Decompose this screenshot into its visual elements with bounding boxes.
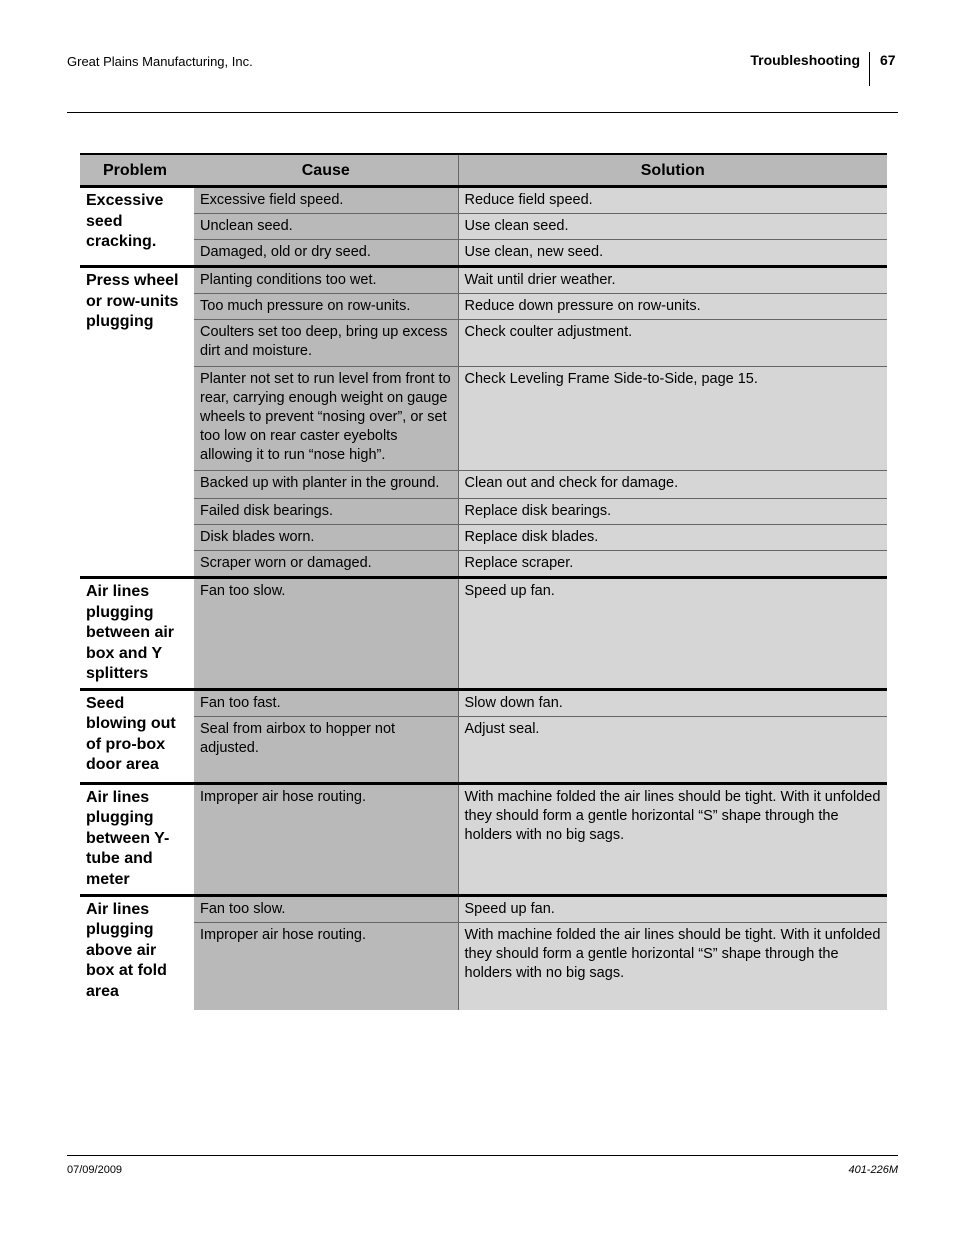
cause-cell: Disk blades worn.	[194, 525, 458, 551]
solution-cell: Use clean seed.	[458, 214, 887, 240]
table-row	[80, 367, 887, 471]
header-solution: Solution	[458, 154, 887, 187]
solution-cell: Replace scraper.	[458, 551, 887, 578]
cause-cell: Too much pressure on row-units.	[194, 294, 458, 320]
solution-cell: Reduce down pressure on row-units.	[458, 294, 887, 320]
cause-cell: Planting conditions too wet.	[194, 267, 458, 294]
table-body	[80, 187, 887, 1011]
section-title: Troubleshooting	[750, 52, 860, 68]
table-row	[80, 922, 887, 1010]
table-row	[80, 320, 887, 367]
problem-cell: Air lines plugging above air box at fold area	[80, 895, 194, 1010]
cause-cell: Backed up with planter in the ground.	[194, 471, 458, 499]
solution-cell: Reduce field speed.	[458, 187, 887, 214]
problem-cell: Excessive seed cracking.	[80, 187, 194, 267]
footer-date: 07/09/2009	[67, 1164, 123, 1176]
table-row	[80, 214, 887, 240]
solution-cell: Check Leveling Frame Side-to-Side, page 15.	[458, 367, 887, 471]
table-header-row	[80, 154, 887, 187]
table-row	[80, 267, 887, 294]
table-row	[80, 499, 887, 525]
company-name: Great Plains Manufacturing, Inc.	[67, 54, 253, 69]
cause-cell: Unclean seed.	[194, 214, 458, 240]
problem-cell: Press wheel or row-units plugging	[80, 267, 194, 578]
cause-cell: Fan too slow.	[194, 895, 458, 922]
cause-cell: Damaged, old or dry seed.	[194, 240, 458, 267]
problem-cell: Air lines plugging between Y-tube and meter	[80, 783, 194, 895]
table-row	[80, 471, 887, 499]
cause-cell: Improper air hose routing.	[194, 783, 458, 895]
header-problem: Problem	[80, 154, 194, 187]
problem-cell: Air lines plugging between air box and Y splitters	[80, 578, 194, 690]
cause-cell: Scraper worn or damaged.	[194, 551, 458, 578]
solution-cell: Replace disk blades.	[458, 525, 887, 551]
solution-cell: Slow down fan.	[458, 689, 887, 716]
header-divider	[869, 52, 870, 86]
solution-cell: Use clean, new seed.	[458, 240, 887, 267]
solution-cell: Adjust seal.	[458, 716, 887, 783]
table-row	[80, 294, 887, 320]
problem-cell: Seed blowing out of pro-box door area	[80, 689, 194, 783]
troubleshooting-table	[80, 153, 887, 1010]
footer-rule	[67, 1155, 898, 1156]
page-number: 67	[880, 52, 896, 68]
solution-cell: With machine folded the air lines should be tight. With it unfolded they should form a gentle horizontal “S” shape through the holders with no big sags.	[458, 922, 887, 1010]
cause-cell: Planter not set to run level from front to rear, carrying enough weight on gauge wheels to prevent “nosing over”, or set too low on rear caster eyebolts allowing it to run “nose high”.	[194, 367, 458, 471]
solution-cell: Replace disk bearings.	[458, 499, 887, 525]
solution-cell: Speed up fan.	[458, 578, 887, 690]
cause-cell: Excessive field speed.	[194, 187, 458, 214]
solution-cell: Clean out and check for damage.	[458, 471, 887, 499]
table-row	[80, 525, 887, 551]
table-row	[80, 716, 887, 783]
solution-cell: Check coulter adjustment.	[458, 320, 887, 367]
table-row	[80, 551, 887, 578]
cause-cell: Coulters set too deep, bring up excess dirt and moisture.	[194, 320, 458, 367]
table-row	[80, 187, 887, 214]
solution-cell: Wait until drier weather.	[458, 267, 887, 294]
solution-cell: Speed up fan.	[458, 895, 887, 922]
cause-cell: Fan too slow.	[194, 578, 458, 690]
table-row	[80, 783, 887, 895]
cause-cell: Seal from airbox to hopper not adjusted.	[194, 716, 458, 783]
cause-cell: Failed disk bearings.	[194, 499, 458, 525]
footer-doc-number: 401-226M	[848, 1164, 898, 1176]
table-row	[80, 578, 887, 690]
header-rule	[67, 112, 898, 113]
table-row	[80, 895, 887, 922]
table-row	[80, 240, 887, 267]
header-cause: Cause	[194, 154, 458, 187]
cause-cell: Fan too fast.	[194, 689, 458, 716]
table-row	[80, 689, 887, 716]
solution-cell: With machine folded the air lines should be tight. With it unfolded they should form a gentle horizontal “S” shape through the holders with no big sags.	[458, 783, 887, 895]
cause-cell: Improper air hose routing.	[194, 922, 458, 1010]
